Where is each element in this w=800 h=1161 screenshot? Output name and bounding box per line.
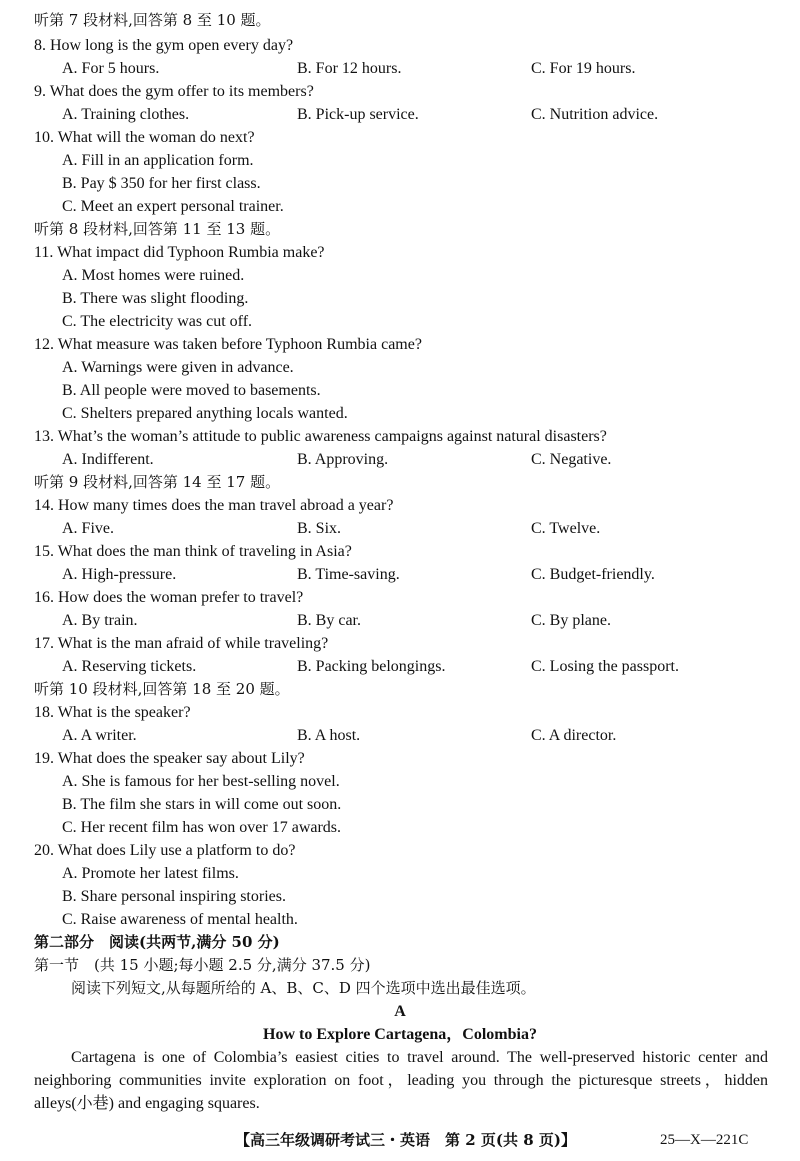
question-stem: 16. How does the woman prefer to travel?: [34, 589, 304, 606]
option-c: C. Twelve.: [531, 520, 601, 537]
options-row: [0, 609, 800, 632]
options-row: [0, 103, 800, 126]
option-b: B. All people were moved to basements.: [62, 382, 321, 399]
option-b: B. Six.: [297, 520, 342, 537]
option-a: A. A writer.: [62, 727, 137, 744]
footer-title: 【高三年级调研考试三・英语 第 2 页(共 8 页)】: [235, 1131, 576, 1149]
option-a: A. Warnings were given in advance.: [62, 359, 294, 376]
option-b: B. Packing belongings.: [297, 658, 446, 675]
question-stem: 12. What measure was taken before Typhoon Rumbia came?: [34, 336, 422, 353]
options-row: [0, 563, 800, 586]
question-stem: 10. What will the woman do next?: [34, 129, 255, 146]
passage-letter: A: [394, 1003, 406, 1020]
option-c: C. For 19 hours.: [531, 60, 636, 77]
option-b: B. For 12 hours.: [297, 60, 402, 77]
option-b: B. There was slight flooding.: [62, 290, 249, 307]
option-a: A. Promote her latest films.: [62, 865, 239, 882]
option-a: A. Indifferent.: [62, 451, 154, 468]
question-stem: 20. What does Lily use a platform to do?: [34, 842, 296, 859]
options-row: [0, 724, 800, 747]
passage-title: How to Explore Cartagena，Colombia?: [263, 1026, 537, 1043]
section-title: 第一节 (共 15 小题;每小题 2.5 分,满分 37.5 分): [34, 956, 371, 974]
option-c: C. Negative.: [531, 451, 612, 468]
option-b: B. Pick-up service.: [297, 106, 419, 123]
option-a: A. Fill in an application form.: [62, 152, 254, 169]
question-stem: 18. What is the speaker?: [34, 704, 191, 721]
question-stem: 19. What does the speaker say about Lily?: [34, 750, 305, 767]
passage-paragraph: [34, 1046, 768, 1115]
option-a: A. Most homes were ruined.: [62, 267, 245, 284]
option-a: A. She is famous for her best-selling novel.: [62, 773, 340, 790]
option-c: C. By plane.: [531, 612, 611, 629]
option-b: B. The film she stars in will come out soon.: [62, 796, 342, 813]
option-b: B. Share personal inspiring stories.: [62, 888, 286, 905]
paragraph-text: Cartagena is one of Colombia’s easiest cities to travel around. The well-preserved historic center and neighboring communities invite exploration on foot，leading you through the picturesque streets，hidden alleys(小巷) and engaging squares.: [34, 1049, 768, 1112]
option-c: C. Raise awareness of mental health.: [62, 911, 298, 928]
option-a: A. By train.: [62, 612, 138, 629]
option-c: C. Meet an expert personal trainer.: [62, 198, 284, 215]
options-row: [0, 655, 800, 678]
option-c: C. The electricity was cut off.: [62, 313, 253, 330]
option-b: B. Time-saving.: [297, 566, 400, 583]
section-heading: 听第 8 段材料,回答第 11 至 13 题。: [34, 220, 281, 238]
option-b: B. A host.: [297, 727, 361, 744]
options-row: [0, 57, 800, 80]
instruction: 阅读下列短文,从每题所给的 A、B、C、D 四个选项中选出最佳选项。: [71, 979, 536, 997]
question-stem: 15. What does the man think of traveling in Asia?: [34, 543, 352, 560]
footer-code: 25—X—221C: [660, 1132, 749, 1148]
question-stem: 13. What’s the woman’s attitude to public awareness campaigns against natural disasters?: [34, 428, 607, 445]
part-title: 第二部分 阅读(共两节,满分 50 分): [34, 933, 280, 951]
option-c: C. Losing the passport.: [531, 658, 679, 675]
option-b: B. Pay $ 350 for her first class.: [62, 175, 261, 192]
question-stem: 11. What impact did Typhoon Rumbia make?: [34, 244, 325, 261]
question-stem: 17. What is the man afraid of while traveling?: [34, 635, 329, 652]
option-a: A. Reserving tickets.: [62, 658, 197, 675]
options-row: [0, 517, 800, 540]
option-c: C. Budget-friendly.: [531, 566, 655, 583]
question-stem: 14. How many times does the man travel abroad a year?: [34, 497, 394, 514]
section-heading: 听第 10 段材料,回答第 18 至 20 题。: [34, 680, 290, 698]
option-a: A. Training clothes.: [62, 106, 190, 123]
option-c: C. Nutrition advice.: [531, 106, 659, 123]
option-c: C. A director.: [531, 727, 617, 744]
option-c: C. Shelters prepared anything locals wanted.: [62, 405, 348, 422]
question-stem: 8. How long is the gym open every day?: [34, 37, 294, 54]
option-a: A. Five.: [62, 520, 114, 537]
option-c: C. Her recent film has won over 17 awards.: [62, 819, 342, 836]
option-b: B. Approving.: [297, 451, 389, 468]
question-stem: 9. What does the gym offer to its members?: [34, 83, 314, 100]
section-heading: 听第 7 段材料,回答第 8 至 10 题。: [34, 11, 271, 29]
option-b: B. By car.: [297, 612, 361, 629]
option-a: A. High-pressure.: [62, 566, 177, 583]
section-heading: 听第 9 段材料,回答第 14 至 17 题。: [34, 473, 281, 491]
options-row: [0, 448, 800, 471]
option-a: A. For 5 hours.: [62, 60, 160, 77]
